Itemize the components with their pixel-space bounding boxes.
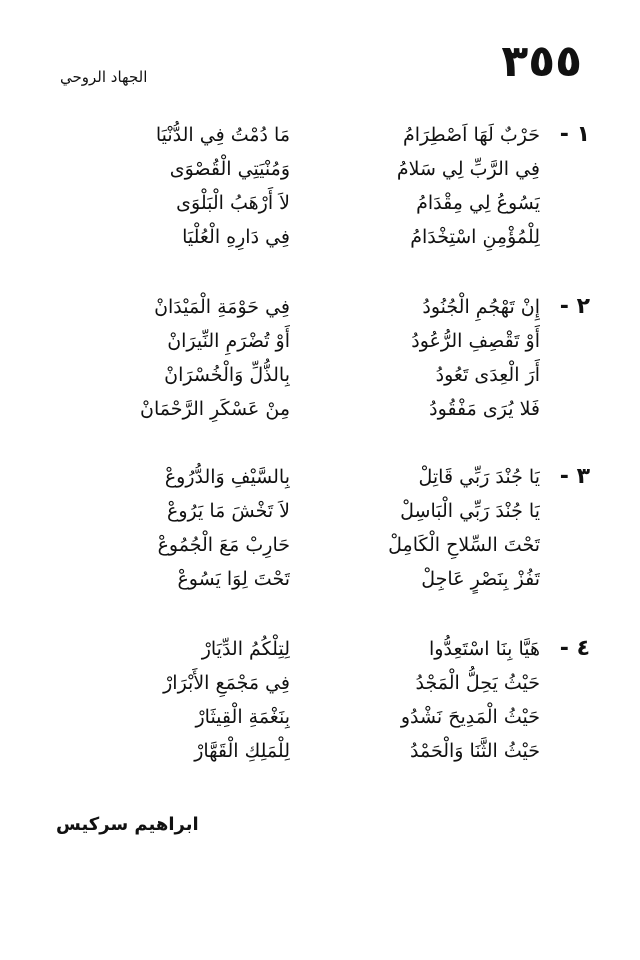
verse-line: [50, 118, 580, 152]
verse-first-hemistich: حَيْثُ الثَّنَا وَالْحَمْدُ: [409, 740, 540, 762]
stanza-number: ٤ -: [559, 636, 590, 661]
running-header: الجهاد الروحي: [60, 68, 148, 86]
verse-first-hemistich: تَفُزْ بِنَصْرٍ عَاجِلْ: [421, 568, 540, 590]
verse-second-hemistich: مَا دُمْتُ فِي الدُّنْيَا: [155, 124, 290, 146]
verse-line: [50, 152, 580, 186]
page-number: ٣٥٥: [501, 36, 582, 87]
verse-line: [50, 358, 580, 392]
verse-second-hemistich: فِي حَوْمَةِ الْمَيْدَانْ: [154, 296, 290, 318]
verse-second-hemistich: فِي مَجْمَعِ الأَبْرَارْ: [163, 672, 290, 694]
verse-second-hemistich: لِتِلْكُمُ الدِّيَارْ: [201, 638, 290, 660]
verse-second-hemistich: وَمُنْيَتِي الْقُصْوَى: [169, 158, 290, 180]
author-name: ابراهيم سركيس: [56, 814, 199, 835]
verse-line: [50, 324, 580, 358]
verse-second-hemistich: لاَ تَخْشَ مَا يَرُوعْ: [167, 500, 290, 522]
verse-line: [50, 494, 580, 528]
verse-line: [50, 666, 580, 700]
verse-second-hemistich: لِلْمَلِكِ الْقَهَّارْ: [194, 740, 290, 762]
verse-first-hemistich: حَيْثُ الْمَدِيحَ نَشْدُو: [400, 706, 540, 728]
verse-line: [50, 186, 580, 220]
verse-line: [50, 392, 580, 426]
verse-first-hemistich: لِلْمُؤْمِنِ اسْتِخْدَامُ: [410, 226, 540, 248]
stanza-1: [50, 118, 590, 254]
verse-second-hemistich: بِالذُّلِّ وَالْخُسْرَانْ: [164, 364, 290, 386]
verse-second-hemistich: بِنَغْمَةِ الْقِيثَارْ: [195, 706, 290, 728]
verse-line: [50, 562, 580, 596]
verse-first-hemistich: هَيَّا بِنَا اسْتَعِدُّوا: [429, 638, 540, 660]
verse-line: [50, 220, 580, 254]
verse-second-hemistich: تَحْتَ لِوَا يَسُوعْ: [177, 568, 290, 590]
verse-first-hemistich: تَحْتَ السِّلاحِ الْكَامِلْ: [388, 534, 540, 556]
verse-first-hemistich: فِي الرَّبِّ لِي سَلامُ: [396, 158, 540, 180]
verse-first-hemistich: يَا جُنْدَ رَبِّي الْبَاسِلْ: [400, 500, 540, 522]
verse-first-hemistich: حَرْبٌ لَهَا اَصْطِرَامُ: [402, 124, 540, 146]
stanza-number: ١ -: [559, 122, 590, 147]
verse-first-hemistich: حَيْثُ يَحِلُّ الْمَجْدُ: [415, 672, 540, 694]
verse-line: [50, 460, 580, 494]
verse-second-hemistich: حَارِبْ مَعَ الْجُمُوعْ: [157, 534, 290, 556]
verse-first-hemistich: يَا جُنْدَ رَبِّي قَاتِلْ: [418, 466, 540, 488]
stanza-2: [50, 290, 590, 426]
stanza-3: [50, 460, 590, 596]
stanza-4: [50, 632, 590, 768]
verse-line: [50, 290, 580, 324]
verse-first-hemistich: إِنْ تَهْجُمِ الْجُنُودُ: [422, 296, 540, 318]
verse-second-hemistich: بِالسَّيْفِ وَالدُّرُوعْ: [164, 466, 290, 488]
verse-second-hemistich: فِي دَارِهِ الْعُلْيَا: [182, 226, 290, 248]
verse-line: [50, 734, 580, 768]
verse-first-hemistich: فَلا يُرَى مَفْقُودُ: [429, 398, 540, 420]
verse-second-hemistich: مِنْ عَسْكَرِ الرَّحْمَانْ: [139, 398, 290, 420]
verse-second-hemistich: لاَ أَرْهَبُ الْبَلْوَى: [176, 192, 290, 214]
verse-line: [50, 632, 580, 666]
verse-first-hemistich: أَوْ تَقْصِفِ الرُّعُودُ: [411, 330, 540, 352]
verse-line: [50, 528, 580, 562]
verse-first-hemistich: أَرَ الْعِدَى تَعُودُ: [435, 364, 540, 386]
verse-line: [50, 700, 580, 734]
verse-second-hemistich: أَوْ تُضْرَمِ النِّيرَانْ: [167, 330, 290, 352]
stanza-number: ٢ -: [559, 294, 590, 319]
stanza-number: ٣ -: [559, 464, 590, 489]
verse-first-hemistich: يَسُوعُ لِي مِقْدَامُ: [416, 192, 540, 214]
